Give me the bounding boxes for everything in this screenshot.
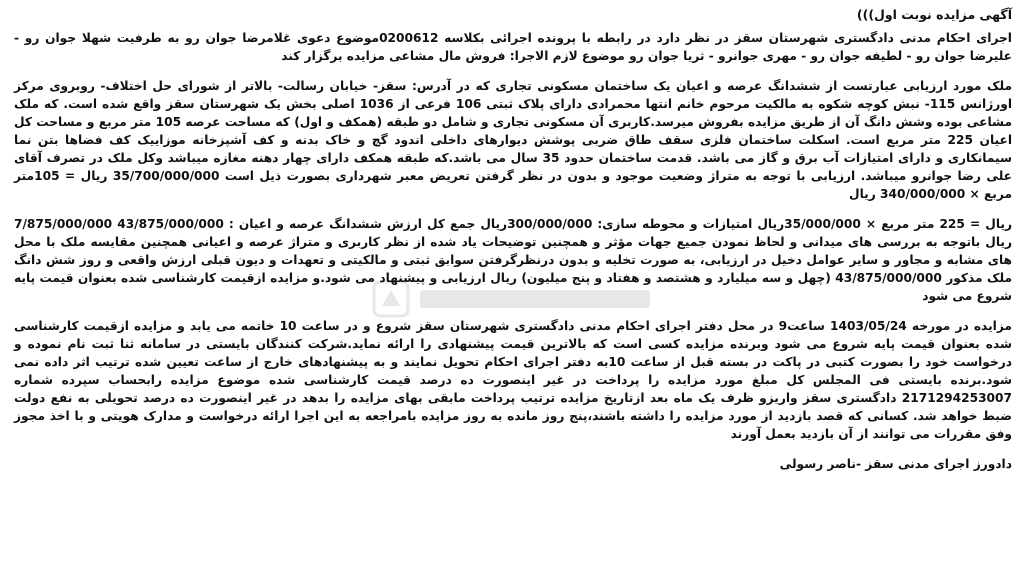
- auction-terms-paragraph: مزایده در مورخه 1403/05/24 ساعت9 در محل دفتر اجرای احکام مدنی دادگستری شهرستان سقز شروع و در ساعت 10 خاتمه می یابد و مزایده ازقیمت کارشناسی شده بعنوان قیمت پایه شروع می شود وبرنده مزایده کسی است که بالاترین قیمت پیشنهادی را ارائه نماید.شرکت کنندگان بایستی در سامانه ثنا ثبت نام نموده و درخواست خود را بصورت کتبی در پاکت در بسته قبل از ساعت 10به دفتر اجرای احکام تحویل نمایند و به پیشنهادهای خارج از ساعت تعیین شده ترتیب اثر داده نمی شود.برنده بایستی فی المجلس کل مبلغ مورد مزایده را پرداخت در غیر اینصورت ده درصد قیمت کارشناسی شده موضوع مزایده رابحساب سپرده شماره 2171294253007 دادگستری سقز واریزو ظرف یک ماه بعد ازتاریخ مزایده ترتیب پرداخت مابقی بهای مزایده را بدهد در غیر اینصورت ده درصد تحویلی به نفع دولت ضبط خواهد شد. کسانی که قصد بازدید از مورد مزایده را داشته باشند،پنج روز مانده به روز مزایده بامراجعه به این اجرا ارائه درخواست و مدارک هویتی و با اخذ مجوز وفق مقررات می توانند از آن بازدید بعمل آورند: [14, 319, 1013, 441]
- signature-line: دادورز اجرای مدنی سقز -ناصر رسولی: [779, 457, 1012, 471]
- notice-title: آگهی مزایده نوبت اول))): [856, 7, 1012, 22]
- property-description-paragraph: ملک مورد ارزیابی عبارتست از ششدانگ عرصه و اعیان یک ساختمان مسکونی تجاری که در آدرس: سقز- خیابان رسالت- بالاتر از شورای حل اختلاف- روبروی مرکز اورژانس 115- نبش کوچه شکوه به مالکیت مرحوم خانم انتها محمرادی دارای پلاک ثبتی 106 فرعی از 1036 اصلی بخش یک شهرستان سقز واقع شده است. که ملک مشاعی بوده وشش دانگ آن از طریق مزایده بفروش میرسد.کاربری آن مسکونی تجاری و شامل دو طبقه (همکف و اول) که مساحت عرصه 105 متر مربع و مساحت کل اعیان 225 متر مربع است. اسکلت ساختمان فلزی سقف طاق ضربی پوشش دیوارهای داخلی اندود گچ و خاک بدنه و کف آشپزخانه موزاییک کف فضاها بتن نما سیمانکاری و دارای امتیازات آب برق و گاز می باشد. قدمت ساختمان حدود 35 سال می باشد.که طبقه همکف دارای چهار دهنه مغازه میباشد وکل ملک در تصرف آقای علی رضا جوانرو میباشد. ارزیابی با توجه به متراژ وضعیت موجود و بدون در نظر گرفتن تعریض معبر شهرداری بصورت ذیل است 35/700/000/000 ریال = 105متر مربع × 340/000/000 ریال: [14, 79, 1012, 201]
- notice-intro-paragraph: اجرای احکام مدنی دادگستری شهرستان سقز در نظر دارد در رابطه با پرونده اجرائی بکلاسه 0200612موضوع دعوی غلامرضا جوان رو به طرفیت شهلا جوان رو - علیرضا جوان رو - لطیفه جوان رو - مهری جوانرو - ثریا جوان رو موضوع لازم الاجرا: فروش مال مشاعی مزایده برگزار کند: [14, 31, 1012, 63]
- valuation-paragraph: ریال = 225 متر مربع × 35/000/000ریال امتیازات و محوطه سازی: 300/000/000ریال جمع کل ارزش ششدانگ عرصه و اعیان : 43/875/000/000 7/875/000/000 ریال باتوجه به بررسی های میدانی و لحاظ نمودن جمیع جهات مؤثر و همچنین توضیحات یاد شده از نظر کاربری و متراژ عرصه و اعیانی همچنین مقایسه ملک با محل های مشابه و مجاور و سایر عوامل دخیل در ارزیابی، به صورت تخلیه و بدون درنظرگرفتن سوابق ثبتی و مالکیتی و تعهدات و دیون قبلی ارزش واقعی و روز شش دانگ ملک مذکور 43/875/000/000 (چهل و سه میلیارد و هشتصد و هفتاد و پنج میلیون) ریال ارزیابی و پیشنهاد می شود.و مزایده ازقیمت کارشناسی شده بعنوان قیمت پایه شروع می شود: [14, 217, 1012, 303]
